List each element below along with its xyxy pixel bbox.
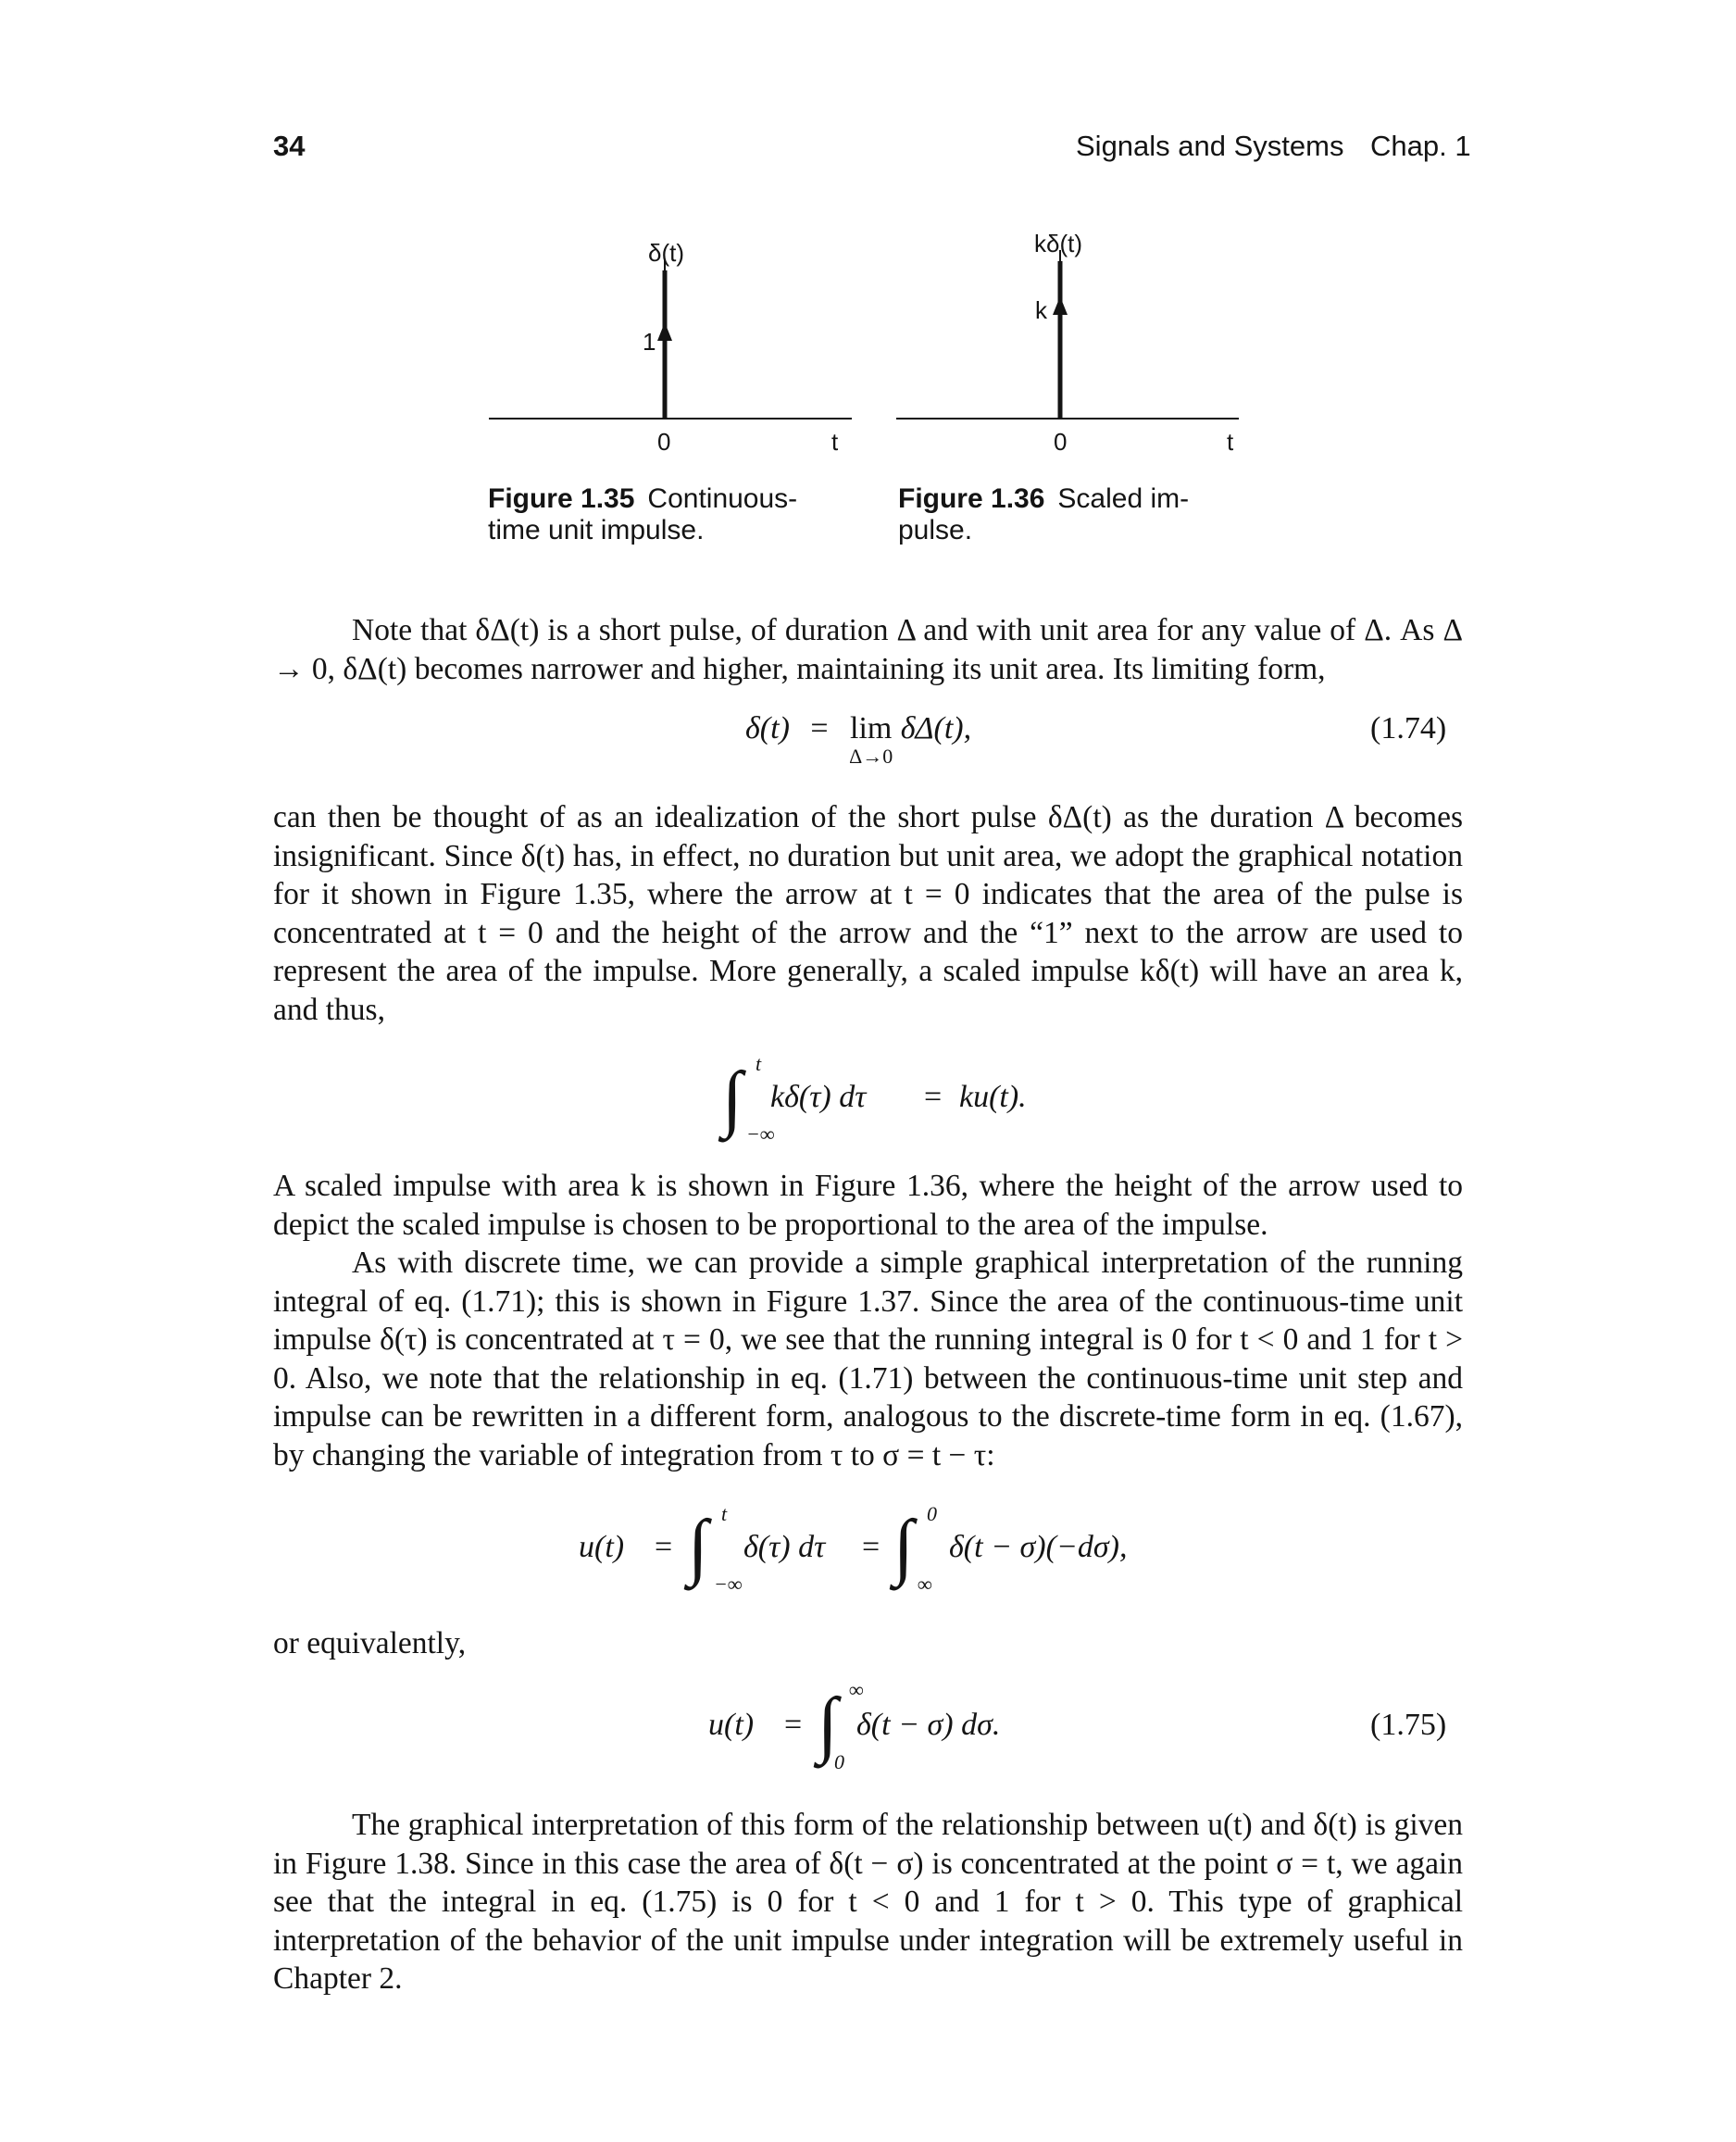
figure-1-35-caption-label: Figure 1.35: [488, 483, 635, 514]
eq-scaled-rhs: ku(t).: [959, 1080, 1027, 1114]
eq175-upper-limit: ∞: [849, 1678, 864, 1701]
eq174-lim-subscript: Δ→0: [849, 745, 893, 768]
figure-1-36-caption-line2: pulse.: [898, 515, 973, 545]
page-number: 34: [273, 130, 306, 162]
equation-scaled-impulse-integral: [722, 1052, 1093, 1158]
integral-sign: ∫: [722, 1058, 743, 1139]
figure-1-35-origin-label: 0: [657, 428, 671, 456]
eq-change-upper-limit-2: 0: [927, 1502, 937, 1525]
integral-sign-1: ∫: [688, 1506, 708, 1587]
eq175-lhs: u(t): [708, 1708, 755, 1742]
figure-1-36-axis-label: t: [1227, 428, 1234, 456]
paragraph-3: A scaled impulse with area k is shown in Figure 1.36, where the height of the arrow used to depict the scaled impulse is chosen to be proportional to the area of the impulse.: [273, 1169, 1463, 1242]
eq175-equals: =: [784, 1708, 803, 1742]
figure-1-36-plot: [889, 222, 1278, 463]
equation-number-1-74: (1.74): [1370, 711, 1447, 745]
eq-change-integrand-2: δ(t − σ)(−dσ),: [949, 1530, 1128, 1564]
figure-1-35-caption-line2: time unit impulse.: [488, 515, 705, 545]
figure-1-35-impulse-label: 1: [643, 328, 656, 356]
eq-change-integrand-1: δ(τ) dτ: [743, 1530, 826, 1564]
paragraph-1: Note that δΔ(t) is a short pulse, of duration Δ and with unit area for any value of Δ. As Δ → 0, δΔ(t) becomes narrower and higher, maintaining its unit area. Its limiting form,: [273, 613, 1463, 686]
equation-1-74: [745, 711, 971, 767]
eq174-equals: =: [810, 711, 829, 745]
eq-change-equals-2: =: [862, 1530, 880, 1564]
eq175-integrand: δ(t − σ) dσ.: [856, 1708, 1001, 1742]
figure-1-35-caption: [488, 483, 840, 546]
book-title: Signals and Systems: [1076, 130, 1344, 162]
impulse-arrow-head: [657, 322, 672, 341]
figure-1-36-impulse-label: k: [1035, 296, 1047, 324]
eq175-lower-limit: 0: [834, 1750, 844, 1773]
integral-sign: ∫: [818, 1684, 838, 1765]
figure-1-35-caption-line1: Continuous-: [647, 483, 798, 514]
eq174-lhs: δ(t): [745, 711, 790, 745]
eq-change-lower-limit-1: −∞: [714, 1572, 743, 1596]
figure-1-36-caption-line1: Scaled im-: [1057, 483, 1190, 514]
eq-change-upper-limit-1: t: [721, 1502, 728, 1525]
chapter-label: Chap. 1: [1370, 130, 1471, 162]
paragraph-6: The graphical interpretation of this form of the relationship between u(t) and δ(t) is given in Figure 1.38. Since in this case the area of δ(t − σ) is concentrated at the point σ = t, we again see that the integral in eq. (1.75) is 0 for t < 0 and 1 for t > 0. This type of graphical interpretation of the behavior of the unit impulse under integration will be extremely useful in Chapter 2.: [273, 1808, 1463, 1996]
paragraph-4: As with discrete time, we can provide a simple graphical interpretation of the running integral of eq. (1.71); this is shown in Figure 1.37. Since the area of the continuous-time unit impulse δ(τ) is concentrated at τ = 0, we see that the running integral is 0 for t < 0 and 1 for t > 0. Also, we note that the relationship in eq. (1.71) between the continuous-time unit step and impulse can be rewritten in a different form, analogous to the discrete-time form in eq. (1.67), by changing the variable of integration from τ to σ = t − τ:: [273, 1246, 1463, 1472]
integral-sign-2: ∫: [893, 1506, 914, 1587]
paragraph-2: can then be thought of as an idealization of the short pulse δΔ(t) as the duration Δ becomes insignificant. Since δ(t) has, in effect, no duration but unit area, we adopt the graphical notation for it shown in Figure 1.35, where the arrow at t = 0 indicates that the area of the pulse is concentrated at t = 0 and the height of the arrow and the “1” next to the arrow are used to represent the area of the impulse. More generally, a scaled impulse kδ(t) will have an area k, and thus,: [273, 800, 1463, 1027]
eq-scaled-upper-limit: t: [756, 1052, 762, 1075]
equation-1-75: [708, 1678, 1125, 1780]
eq-change-lhs: u(t): [579, 1530, 625, 1564]
equation-change-of-variable: [579, 1500, 1227, 1602]
eq-scaled-equals: =: [924, 1080, 943, 1114]
eq174-limit: [849, 711, 893, 767]
equation-number-1-75: (1.75): [1370, 1708, 1447, 1742]
eq174-lim-word: lim: [850, 711, 893, 745]
figure-1-36-origin-label: 0: [1054, 428, 1068, 456]
impulse-arrow-head: [1053, 296, 1068, 315]
eq-scaled-integrand: kδ(τ) dτ: [770, 1080, 867, 1114]
eq-change-lower-limit-2: ∞: [918, 1572, 932, 1596]
figure-1-36-caption: [898, 483, 1250, 546]
eq-change-equals-1: =: [655, 1530, 673, 1564]
eq174-rhs: δΔ(t),: [900, 711, 972, 745]
paragraph-5: or equivalently,: [273, 1626, 467, 1660]
figure-1-35-axis-label: t: [831, 428, 839, 456]
eq-scaled-lower-limit: −∞: [746, 1122, 775, 1146]
figure-1-36-caption-label: Figure 1.36: [898, 483, 1045, 514]
figure-1-35-y-label: δ(t): [648, 239, 685, 267]
figure-1-36-y-label: kδ(t): [1034, 230, 1083, 257]
